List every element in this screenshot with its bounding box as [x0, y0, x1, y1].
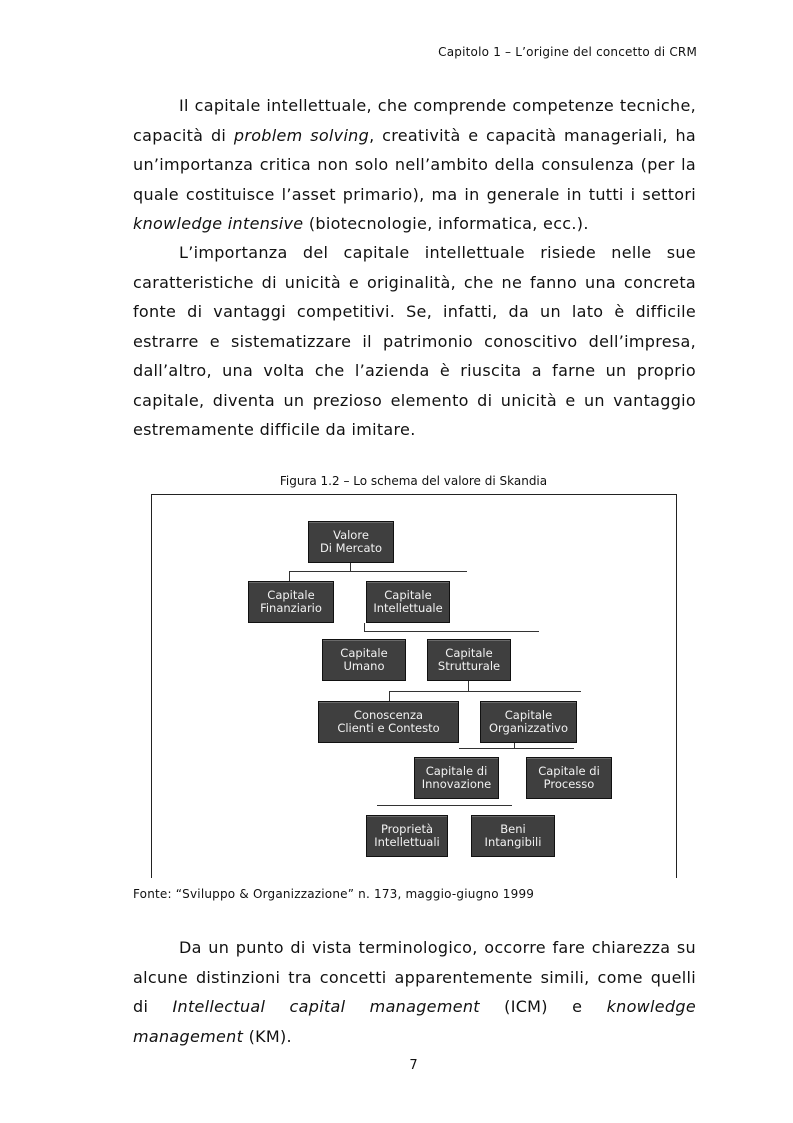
node-capitale-di-processo: Capitale di Processo	[526, 757, 612, 799]
node-capitale-umano: Capitale Umano	[322, 639, 406, 681]
node-proprieta-intellettuali: Proprietà Intellettuali	[366, 815, 448, 857]
node-valore-di-mercato: Valore Di Mercato	[308, 521, 394, 563]
connector	[289, 571, 290, 581]
node-capitale-finanziario: Capitale Finanziario	[248, 581, 334, 623]
paragraph-terminology	[133, 933, 696, 1051]
node-beni-intangibili: Beni Intangibili	[471, 815, 555, 857]
p3-emphasis-icm: Intellectual capital management	[172, 997, 480, 1016]
connector	[364, 631, 539, 632]
p1-text-2: , creatività e capacità manageriali, ha un’importanza critica non solo nell’ambito della consulenza (per la quale costituisce l’asset primario), ma in generale in tutti i settori	[133, 125, 696, 204]
paragraph-importance	[133, 238, 696, 445]
connector	[468, 681, 469, 691]
node-capitale-organizzativo: Capitale Organizzativo	[480, 701, 577, 743]
node-capitale-intellettuale: Capitale Intellettuale	[366, 581, 450, 623]
p3-emphasis-km: knowledge management	[133, 997, 696, 1046]
page-number: 7	[409, 1058, 418, 1073]
p1-text-3: (biotecnologie, informatica, ecc.).	[303, 214, 589, 233]
p3-text-1: Da un punto di vista terminologico, occorre fare chiarezza su alcune distinzioni tra concetti apparentemente simili, come quelli di	[133, 938, 696, 1016]
node-capitale-strutturale: Capitale Strutturale	[427, 639, 511, 681]
p2-text: L’importanza del capitale intellettuale risiede nelle sue caratteristiche di unicità e originalità, che ne fanno una concreta fonte di vantaggi competitivi. Se, infatti, da un lato è difficile estrarre e sistematizzare il patrimonio conoscitivo dell’impresa, dall’altro, una volta che l’azienda è riuscita a farne un proprio capitale, diventa un prezioso elemento di unicità e un vantaggio estremamente difficile da imitare.	[133, 243, 696, 439]
p3-text-2: (ICM) e	[479, 997, 607, 1016]
skandia-value-scheme-figure	[151, 494, 677, 878]
p1-text-1: Il capitale intellettuale, che comprende competenze tecniche, capacità di	[133, 96, 696, 145]
running-header: Capitolo 1 – L’origine del concetto di CRM	[438, 45, 697, 59]
connector	[389, 691, 390, 701]
connector	[459, 748, 574, 749]
node-conoscenza-clienti-contesto: Conoscenza Clienti e Contesto	[318, 701, 459, 743]
connector	[377, 805, 512, 806]
paragraph-intellectual-capital	[133, 91, 696, 239]
connector	[389, 691, 581, 692]
figure-caption: Figura 1.2 – Lo schema del valore di Skandia	[279, 474, 548, 488]
connector	[364, 623, 365, 631]
p1-emphasis-problem-solving: problem solving	[233, 125, 370, 145]
node-capitale-di-innovazione: Capitale di Innovazione	[414, 757, 499, 799]
p3-text-3: (KM).	[243, 1026, 292, 1046]
connector	[289, 571, 467, 572]
p1-emphasis-knowledge-intensive: knowledge intensive	[133, 214, 304, 233]
figure-source: Fonte: “Sviluppo & Organizzazione” n. 173, maggio-giugno 1999	[133, 887, 535, 901]
